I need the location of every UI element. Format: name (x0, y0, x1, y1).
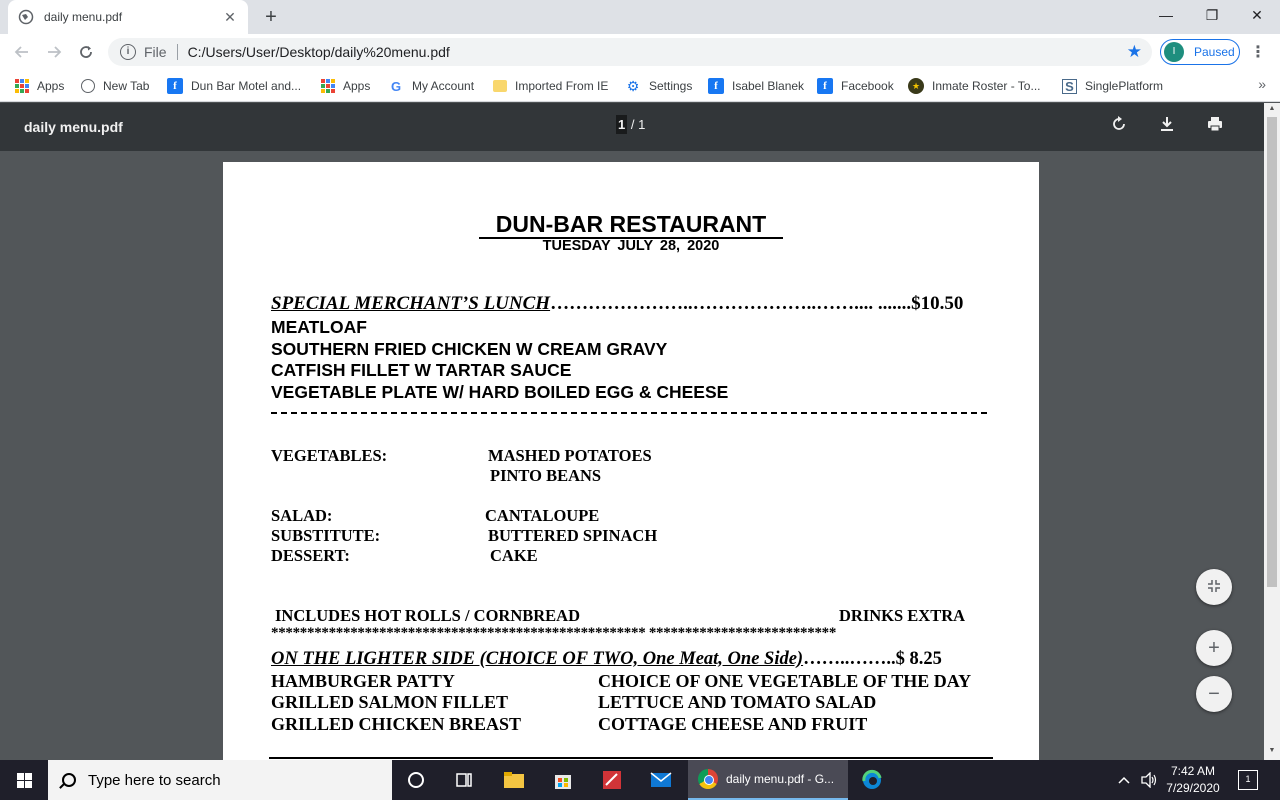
notification-center-icon[interactable]: 1 (1238, 770, 1258, 790)
restaurant-title: DUN-BAR RESTAURANT (479, 211, 783, 239)
tab-daily-menu[interactable] (8, 0, 248, 34)
lighter-dots: ……..…….. (803, 649, 896, 669)
substitute-value: BUTTERED SPINACH (488, 526, 658, 545)
lighter-heading: ON THE LIGHTER SIDE (CHOICE OF TWO, One Meat, One Side) (271, 649, 804, 669)
salad-value: CANTALOUPE (485, 506, 600, 525)
special-item: VEGETABLE PLATE W/ HARD BOILED EGG & CHEESE (271, 382, 729, 402)
globe-icon (81, 79, 95, 93)
address-bar[interactable] (108, 38, 1152, 66)
lighter-heading-line (271, 649, 942, 670)
clock-date: 7/29/2020 (1166, 781, 1220, 795)
bookmark-imported-from-ie[interactable]: Imported From IE (493, 76, 608, 96)
page-indicator (616, 117, 645, 132)
zoom-in-button[interactable]: + (1196, 630, 1232, 666)
vegetables-label: VEGETABLES: (271, 446, 388, 465)
paint-app-icon[interactable] (588, 764, 636, 796)
vegetable-item: MASHED POTATOES (488, 446, 652, 465)
scroll-up-icon[interactable]: ▲ (1268, 105, 1276, 112)
lighter-side-item: COTTAGE CHEESE AND FRUIT (598, 714, 868, 734)
lighter-price: $ 8.25 (895, 649, 942, 669)
pdf-viewport[interactable] (0, 151, 1264, 760)
bookmark-isabel-blanek[interactable]: f Isabel Blanek (708, 76, 804, 96)
browser-toolbar (0, 34, 1280, 70)
gear-icon: ⚙ (626, 77, 640, 94)
includes-text: INCLUDES HOT ROLLS / CORNBREAD (275, 606, 581, 625)
lighter-side-item: LETTUCE AND TOMATO SALAD (598, 692, 877, 712)
more-menu-icon[interactable]: ⋮ (1250, 44, 1266, 61)
substitute-label: SUBSTITUTE: (271, 526, 381, 545)
bookmark-dun-bar-motel[interactable]: f Dun Bar Motel and... (167, 76, 301, 96)
url-scheme: File (144, 44, 167, 60)
dashed-divider (271, 412, 987, 414)
scrollbar-thumb[interactable] (1267, 117, 1277, 587)
special-heading-line (271, 293, 963, 315)
reload-icon[interactable] (72, 38, 100, 66)
download-icon[interactable] (1155, 115, 1179, 139)
dessert-value: CAKE (490, 546, 538, 565)
print-icon[interactable] (1203, 115, 1227, 139)
bookmark-apps[interactable]: Apps (15, 76, 64, 96)
page-total: / 1 (630, 117, 646, 132)
facebook-icon: f (167, 78, 183, 94)
bookmark-new-tab[interactable]: New Tab (81, 76, 149, 96)
task-view-icon[interactable] (440, 764, 488, 796)
pdf-page (223, 162, 1039, 760)
volume-icon[interactable] (1140, 760, 1158, 800)
special-heading: SPECIAL MERCHANT’S LUNCH (271, 293, 551, 314)
restore-button[interactable]: ❐ (1205, 6, 1219, 23)
cortana-icon[interactable] (392, 764, 440, 796)
taskbar-search[interactable] (48, 760, 392, 800)
lighter-meat-item: HAMBURGER PATTY (271, 671, 455, 691)
star-divider: **************************************************** ************************** (271, 625, 837, 641)
special-dots: …………………..………………..…….... ....... (550, 293, 912, 314)
page-number-input[interactable]: 1 (618, 117, 626, 132)
windows-icon (17, 773, 32, 788)
fit-to-page-button[interactable] (1196, 569, 1232, 605)
tab-title: daily menu.pdf (44, 10, 123, 24)
scroll-down-icon[interactable]: ▼ (1268, 747, 1276, 754)
tab-strip (0, 0, 1280, 34)
new-tab-button[interactable]: + (265, 6, 277, 28)
pdf-filename: daily menu.pdf (24, 119, 123, 135)
lighter-meat-item: GRILLED SALMON FILLET (271, 692, 509, 712)
vegetable-item: PINTO BEANS (490, 466, 602, 485)
taskbar-chrome-window[interactable] (688, 760, 848, 800)
zoom-out-button[interactable]: − (1196, 676, 1232, 712)
menu-date: TUESDAY JULY 28, 2020 (542, 238, 720, 254)
bookmark-star-icon[interactable]: ★ (1126, 42, 1142, 61)
salad-label: SALAD: (271, 506, 333, 525)
bookmark-apps-2[interactable]: Apps (321, 76, 370, 96)
singleplatform-icon: S (1062, 79, 1077, 94)
system-clock[interactable] (1160, 763, 1226, 797)
file-explorer-icon[interactable] (490, 764, 538, 796)
bookmarks-overflow-icon[interactable]: » (1258, 76, 1266, 92)
bookmark-facebook[interactable]: f Facebook (817, 76, 894, 96)
bookmark-my-account[interactable]: G My Account (388, 76, 474, 96)
badge-icon: ★ (908, 78, 924, 94)
mail-icon[interactable] (637, 764, 685, 796)
chrome-icon (698, 769, 718, 789)
clock-time: 7:42 AM (1170, 764, 1216, 778)
profile-status: Paused (1194, 45, 1235, 59)
start-button[interactable] (0, 760, 48, 800)
lighter-side-item: CHOICE OF ONE VEGETABLE OF THE DAY (598, 671, 972, 691)
search-icon (62, 773, 76, 787)
special-price: $10.50 (911, 293, 964, 314)
lighter-meat-item: GRILLED CHICKEN BREAST (271, 714, 522, 734)
vertical-scrollbar[interactable] (1264, 103, 1280, 760)
url-text[interactable]: C:/Users/User/Desktop/daily%20menu.pdf (187, 44, 450, 60)
forward-icon[interactable] (40, 38, 68, 66)
pdf-toolbar (0, 103, 1264, 151)
url-separator (177, 44, 178, 60)
bookmark-singleplatform[interactable]: S SinglePlatform (1062, 76, 1163, 96)
chrome-window-label: daily menu.pdf - G... (726, 772, 835, 786)
special-item: SOUTHERN FRIED CHICKEN W CREAM GRAVY (271, 339, 668, 359)
folder-icon (493, 80, 507, 92)
profile-button[interactable] (1160, 39, 1240, 65)
avatar: I (1164, 42, 1184, 62)
apps-grid-icon (321, 79, 335, 93)
bookmarks-bar (0, 70, 1280, 102)
apps-grid-icon (15, 79, 29, 93)
tray-chevron-icon[interactable] (1118, 760, 1130, 800)
google-icon: G (390, 78, 402, 94)
taskbar (0, 760, 1280, 800)
window-close-button[interactable]: ✕ (1251, 6, 1263, 23)
search-placeholder: Type here to search (88, 771, 221, 789)
facebook-icon: f (817, 78, 833, 94)
bookmark-inmate-roster[interactable]: ★ Inmate Roster - To... (908, 76, 1041, 96)
edge-icon[interactable] (848, 764, 896, 796)
tab-close-icon[interactable]: ✕ (224, 8, 236, 25)
bookmark-settings[interactable]: ⚙ Settings (626, 77, 693, 94)
rotate-icon[interactable] (1107, 115, 1131, 139)
dessert-label: DESSERT: (271, 546, 350, 565)
minimize-button[interactable]: — (1159, 7, 1173, 23)
store-icon[interactable] (539, 764, 587, 796)
info-icon[interactable]: i (120, 44, 136, 60)
special-item: MEATLOAF (271, 317, 367, 337)
globe-icon (18, 9, 34, 25)
solid-divider (269, 757, 993, 759)
back-icon[interactable] (8, 38, 36, 66)
facebook-icon: f (708, 78, 724, 94)
special-item: CATFISH FILLET W TARTAR SAUCE (271, 360, 572, 380)
drinks-text: DRINKS EXTRA (839, 606, 966, 625)
